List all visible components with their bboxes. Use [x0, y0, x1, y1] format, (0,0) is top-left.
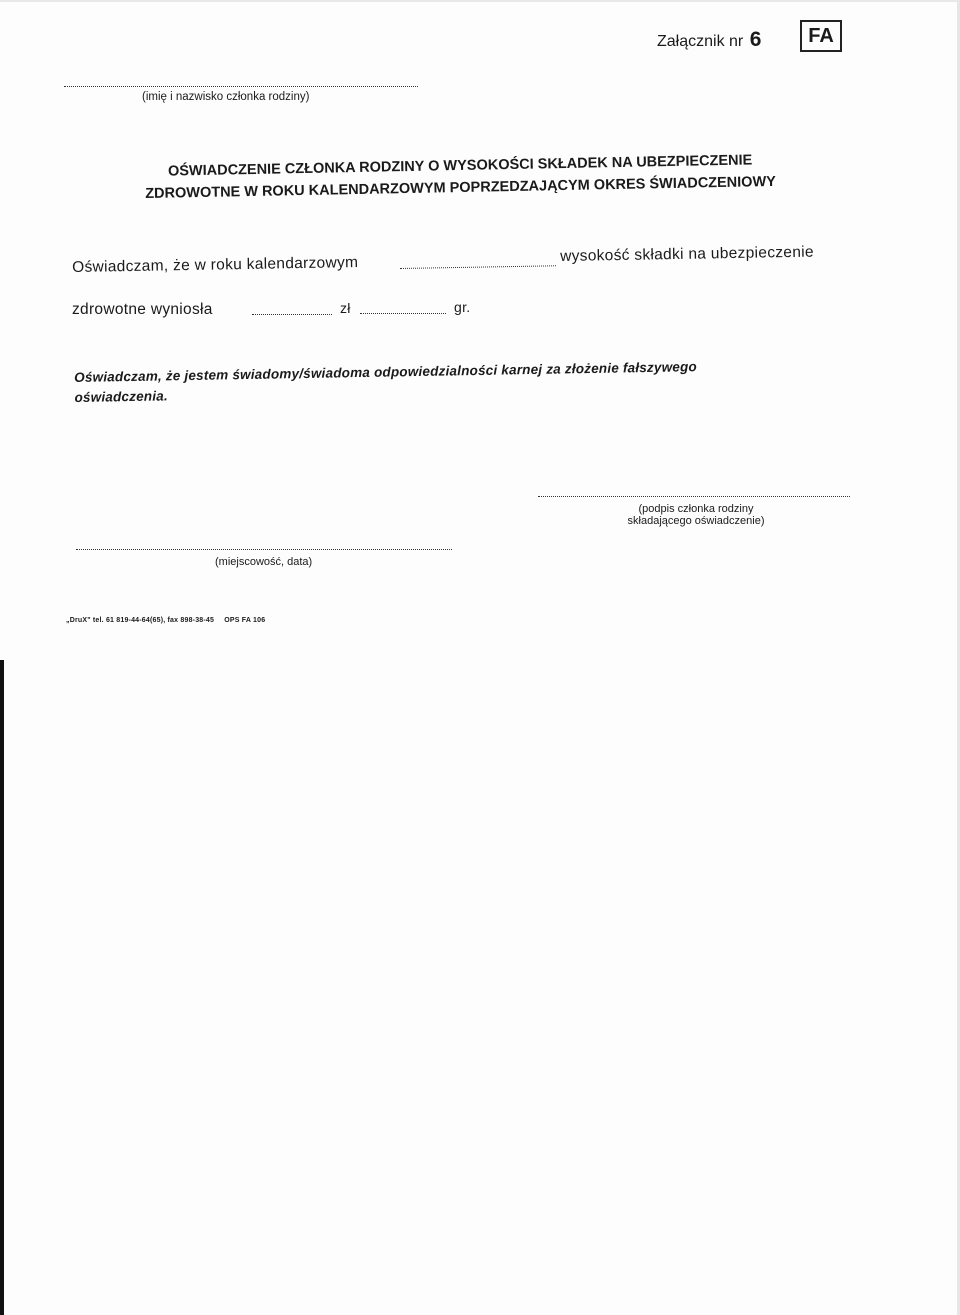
- amount-zl-field[interactable]: [252, 314, 332, 315]
- attachment-number: 6: [749, 28, 762, 51]
- document-title: [95, 148, 826, 206]
- printer-footer: [66, 617, 265, 624]
- title-line-1: OŚWIADCZENIE CZŁONKA RODZINY O WYSOKOŚCI SKŁADEK NA UBEZPIECZENIE: [167, 152, 753, 180]
- statement-part-2: wysokość składki na ubezpieczenie: [560, 243, 814, 265]
- place-date-caption: (miejscowość, data): [215, 556, 313, 568]
- amount-gr-field[interactable]: [360, 313, 446, 314]
- scan-edge-top: [0, 0, 960, 2]
- printer-info: „DruX" tel. 61 819-44-64(65), fax 898-38-45: [66, 617, 215, 624]
- signature-caption: [568, 503, 824, 527]
- currency-zl-label: zł: [340, 300, 351, 316]
- currency-gr-label: gr.: [454, 299, 471, 315]
- declaration-line-2: oświadczenia.: [74, 388, 169, 405]
- statement-part-3: zdrowotne wyniosła: [72, 301, 213, 318]
- form-code-footer: OPS FA 106: [224, 617, 266, 624]
- name-field-caption: (imię i nazwisko członka rodziny): [142, 91, 310, 103]
- signature-field-line[interactable]: [538, 496, 850, 497]
- attachment-label: [657, 28, 761, 52]
- declaration-text: [74, 354, 865, 408]
- attachment-text: Załącznik nr: [657, 33, 744, 50]
- signature-caption-line-1: (podpis członka rodziny: [638, 503, 754, 515]
- statement-part-1: Oświadczam, że w roku kalendarzowym: [72, 254, 359, 276]
- signature-caption-line-2: składającego oświadczenie): [627, 515, 765, 527]
- place-date-field-line[interactable]: [76, 549, 452, 550]
- year-field[interactable]: [400, 265, 556, 269]
- form-code-box: FA: [800, 20, 842, 52]
- title-line-2: ZDROWOTNE W ROKU KALENDARZOWYM POPRZEDZAJĄCYM OKRES ŚWIADCZENIOWY: [145, 173, 777, 203]
- name-field-line[interactable]: [64, 86, 418, 87]
- scan-edge-left: [0, 660, 4, 1315]
- declaration-line-1: Oświadczam, że jestem świadomy/świadoma odpowiedzialności karnej za złożenie fałszywego: [74, 359, 698, 385]
